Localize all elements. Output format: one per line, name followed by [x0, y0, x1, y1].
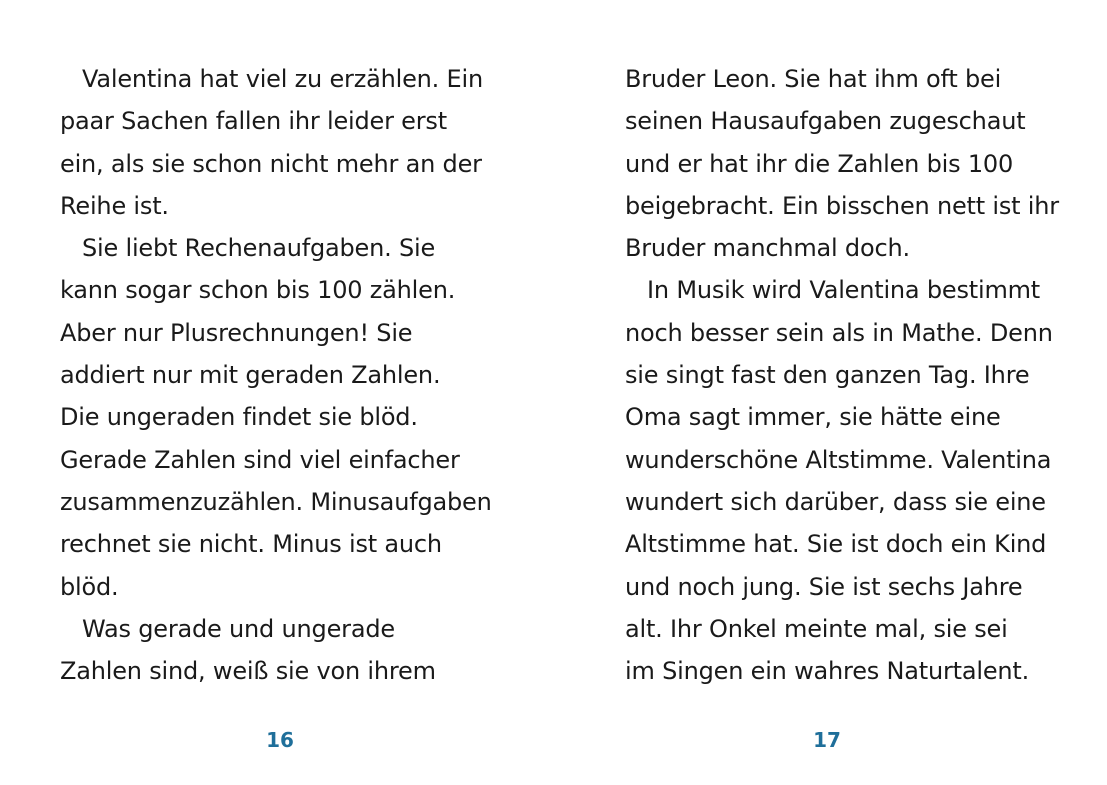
text-line: Zahlen sind, weiß sie von ihrem [60, 657, 436, 686]
text-line: zusammenzuzählen. Minusaufgaben [60, 487, 492, 516]
text-line: im Singen ein wahres Naturtalent. [625, 657, 1030, 686]
text-line: sie singt fast den ganzen Tag. Ihre [625, 361, 1030, 390]
text-line: Reihe ist. [60, 191, 169, 220]
text-line: Oma sagt immer, sie hätte eine [625, 403, 1001, 432]
text-line: und er hat ihr die Zahlen bis 100 [625, 149, 1014, 178]
right-page-text [625, 58, 1059, 692]
right-page-number: 17 [813, 728, 841, 752]
text-line: rechnet sie nicht. Minus ist auch [60, 530, 442, 559]
text-line: paar Sachen fallen ihr leider erst [60, 107, 447, 136]
text-line: Bruder manchmal doch. [625, 234, 910, 263]
text-line: Gerade Zahlen sind viel einfacher [60, 445, 460, 474]
left-page-number: 16 [266, 728, 294, 752]
text-line: Die ungeraden findet sie blöd. [60, 403, 418, 432]
text-line: Was gerade und ungerade [82, 614, 395, 643]
text-line: In Musik wird Valentina bestimmt [647, 276, 1041, 305]
text-line: noch besser sein als in Mathe. Denn [625, 318, 1053, 347]
text-line: Sie liebt Rechenaufgaben. Sie [82, 234, 436, 263]
text-line: alt. Ihr Onkel meinte mal, sie sei [625, 614, 1008, 643]
text-line: kann sogar schon bis 100 zählen. [60, 276, 456, 305]
left-page-text [60, 58, 500, 692]
text-line: addiert nur mit geraden Zahlen. [60, 361, 441, 390]
text-line: beigebracht. Ein bisschen nett ist ihr [625, 191, 1059, 220]
text-line: seinen Hausaufgaben zugeschaut [625, 107, 1026, 136]
text-line: Aber nur Plusrechnungen! Sie [60, 318, 413, 347]
right-page [625, 58, 1059, 758]
text-line: Altstimme hat. Sie ist doch ein Kind [625, 530, 1047, 559]
text-line: Bruder Leon. Sie hat ihm oft bei [625, 65, 1002, 93]
text-line: wunderschöne Altstimme. Valentina [625, 445, 1052, 474]
text-line: ein, als sie schon nicht mehr an der [60, 149, 482, 178]
text-line: und noch jung. Sie ist sechs Jahre [625, 572, 1023, 601]
text-line: wundert sich darüber, dass sie eine [625, 487, 1046, 516]
text-line: blöd. [60, 572, 119, 601]
left-page [60, 58, 500, 758]
text-line: Valentina hat viel zu erzählen. Ein [82, 65, 483, 93]
